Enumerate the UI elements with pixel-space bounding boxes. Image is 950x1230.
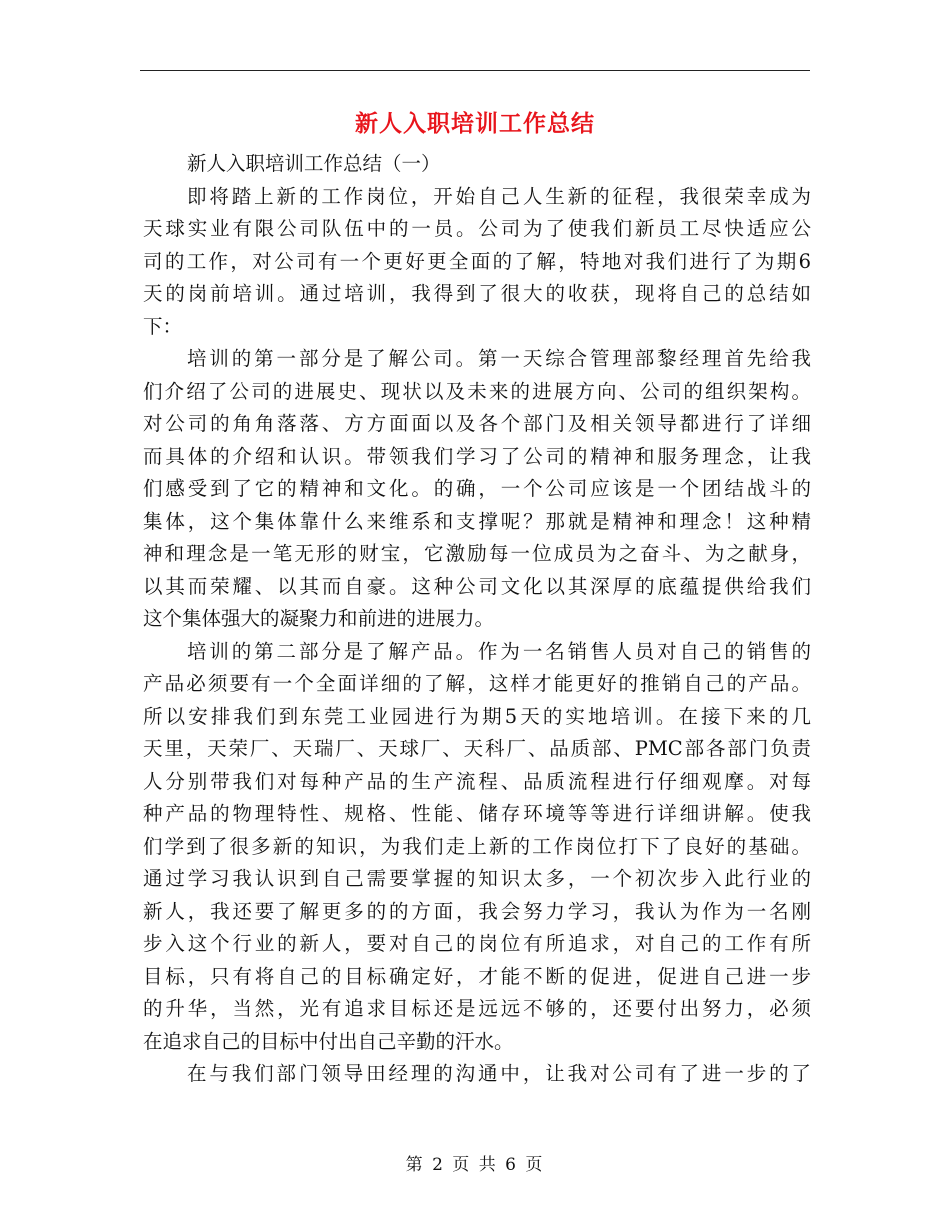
paragraph-line: 在与我们部门领导田经理的沟通中，让我对公司有了进一步的了: [187, 1062, 811, 1085]
paragraph-line: 种产品的物理特性、规格、性能、储存环境等等进行详细讲解。使我: [143, 802, 811, 825]
section-heading: 新人入职培训工作总结（一）: [187, 152, 441, 175]
paragraph-line: 集体，这个集体靠什么来维系和支撑呢？那就是精神和理念！这种精: [143, 509, 811, 533]
paragraph-line: 通过学习我认识到自己需要掌握的知识太多，一个初次步入此行业的: [143, 867, 811, 890]
paragraph-line: 培训的第二部分是了解产品。作为一名销售人员对自己的销售的: [187, 639, 811, 663]
paragraph-line: 在追求自己的目标中付出自己辛勤的汗水。: [143, 1029, 514, 1053]
paragraph-line: 们感受到了它的精神和文化。的确，一个公司应该是一个团结战斗的: [143, 477, 811, 500]
document-body: [143, 148, 811, 1091]
paragraph-line: 们介绍了公司的进展史、现状以及未来的进展方向、公司的组织架构。: [143, 379, 811, 403]
paragraph-line: 即将踏上新的工作岗位，开始自己人生新的征程，我很荣幸成为: [187, 184, 811, 208]
paragraph-line: 们学到了很多新的知识，为我们走上新的工作岗位打下了良好的基础。: [143, 834, 811, 858]
paragraph-line: 神和理念是一笔无形的财宝，它激励每一位成员为之奋斗、为之献身，: [143, 542, 811, 565]
paragraph-line: 下：: [143, 314, 183, 338]
paragraph-line: 对公司的角角落落、方方面面以及各个部门及相关领导都进行了详细: [143, 412, 811, 435]
paragraph-line: 目标，只有将自己的目标确定好，才能不断的促进，促进自己进一步: [143, 964, 811, 988]
paragraph-line: 步入这个行业的新人，要对自己的岗位有所追求，对自己的工作有所: [143, 932, 811, 955]
page-number-footer: 第 2 页 共 6 页: [405, 1155, 545, 1175]
paragraph-line: 的升华，当然，光有追求目标还是远远不够的，还要付出努力，必须: [143, 997, 811, 1020]
paragraph-line: 人分别带我们对每种产品的生产流程、品质流程进行仔细观摩。对每: [143, 769, 811, 793]
paragraph-line: 天里，天荣厂、天瑞厂、天球厂、天科厂、品质部、PMC部各部门负责: [143, 737, 811, 760]
paragraph-line: 而具体的介绍和认识。带领我们学习了公司的精神和服务理念，让我: [143, 444, 811, 468]
paragraph-line: 司的工作，对公司有一个更好更全面的了解，特地对我们进行了为期6: [143, 249, 811, 273]
paragraph-line: 培训的第一部分是了解公司。第一天综合管理部黎经理首先给我: [187, 347, 811, 370]
document-title: 新人入职培训工作总结: [355, 110, 595, 137]
header-rule: [140, 70, 810, 71]
paragraph-line: 所以安排我们到东莞工业园进行为期5天的实地培训。在接下来的几: [143, 704, 811, 728]
paragraph-line: 以其而荣耀、以其而自豪。这种公司文化以其深厚的底蕴提供给我们: [143, 574, 811, 598]
paragraph-line: 天球实业有限公司队伍中的一员。公司为了使我们新员工尽快适应公: [143, 217, 811, 240]
paragraph-line: 新人，我还要了解更多的的方面，我会努力学习，我认为作为一名刚: [143, 899, 811, 923]
paragraph-line: 产品必须要有一个全面详细的了解，这样才能更好的推销自己的产品。: [143, 672, 811, 695]
paragraph-line: 这个集体强大的凝聚力和前进的进展力。: [143, 607, 495, 630]
paragraph-line: 天的岗前培训。通过培训，我得到了很大的收获，现将自己的总结如: [143, 282, 811, 305]
